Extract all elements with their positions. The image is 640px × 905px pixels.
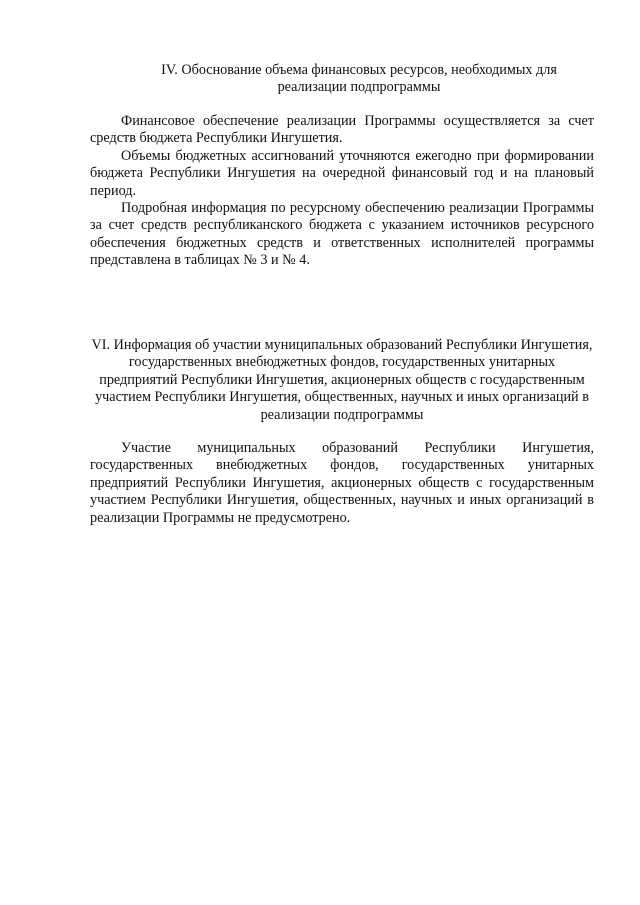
- section-4-heading-block: [90, 62, 594, 97]
- section-6-heading: VI. Информация об участии муниципальных образований Республики Ингушетия, государственных внебюджетных фондов, государственных унитарных предприятий Республики Ингушетия, акционерных обществ с государственным участием Республики Ингушетия, общественных, научных и иных организаций в реализации подпрограммы: [91, 337, 593, 423]
- section-4-paragraph-1: Финансовое обеспечение реализации Программы осуществляется за счет средств бюджета Республики Ингушетия.: [90, 113, 594, 147]
- section-6-paragraph-1: Участие муниципальных образований Республики Ингушетия, государственных внебюджетных фондов, государственных унитарных предприятий Республики Ингушетия, акционерных обществ с государственным участием Республики Ингушетия, общественных, научных и иных организаций в реализации Программы не предусмотрено.: [90, 440, 594, 526]
- section-6-body: [90, 440, 594, 527]
- section-6-heading-block: [90, 337, 594, 424]
- section-4-body: [90, 113, 594, 270]
- section-4-heading: IV. Обоснование объема финансовых ресурсов, необходимых для реализации подпрограммы: [161, 62, 557, 96]
- section-4-paragraph-3: Подробная информация по ресурсному обеспечению реализации Программы за счет средств республиканского бюджета с указанием источников ресурсного обеспечения бюджетных средств и ответственных исполнителей программы представлена в таблицах № 3 и № 4.: [90, 200, 594, 269]
- section-4-paragraph-2: Объемы бюджетных ассигнований уточняются ежегодно при формировании бюджета Республики Ингушетия на очередной финансовый год и на плановый период.: [90, 147, 594, 199]
